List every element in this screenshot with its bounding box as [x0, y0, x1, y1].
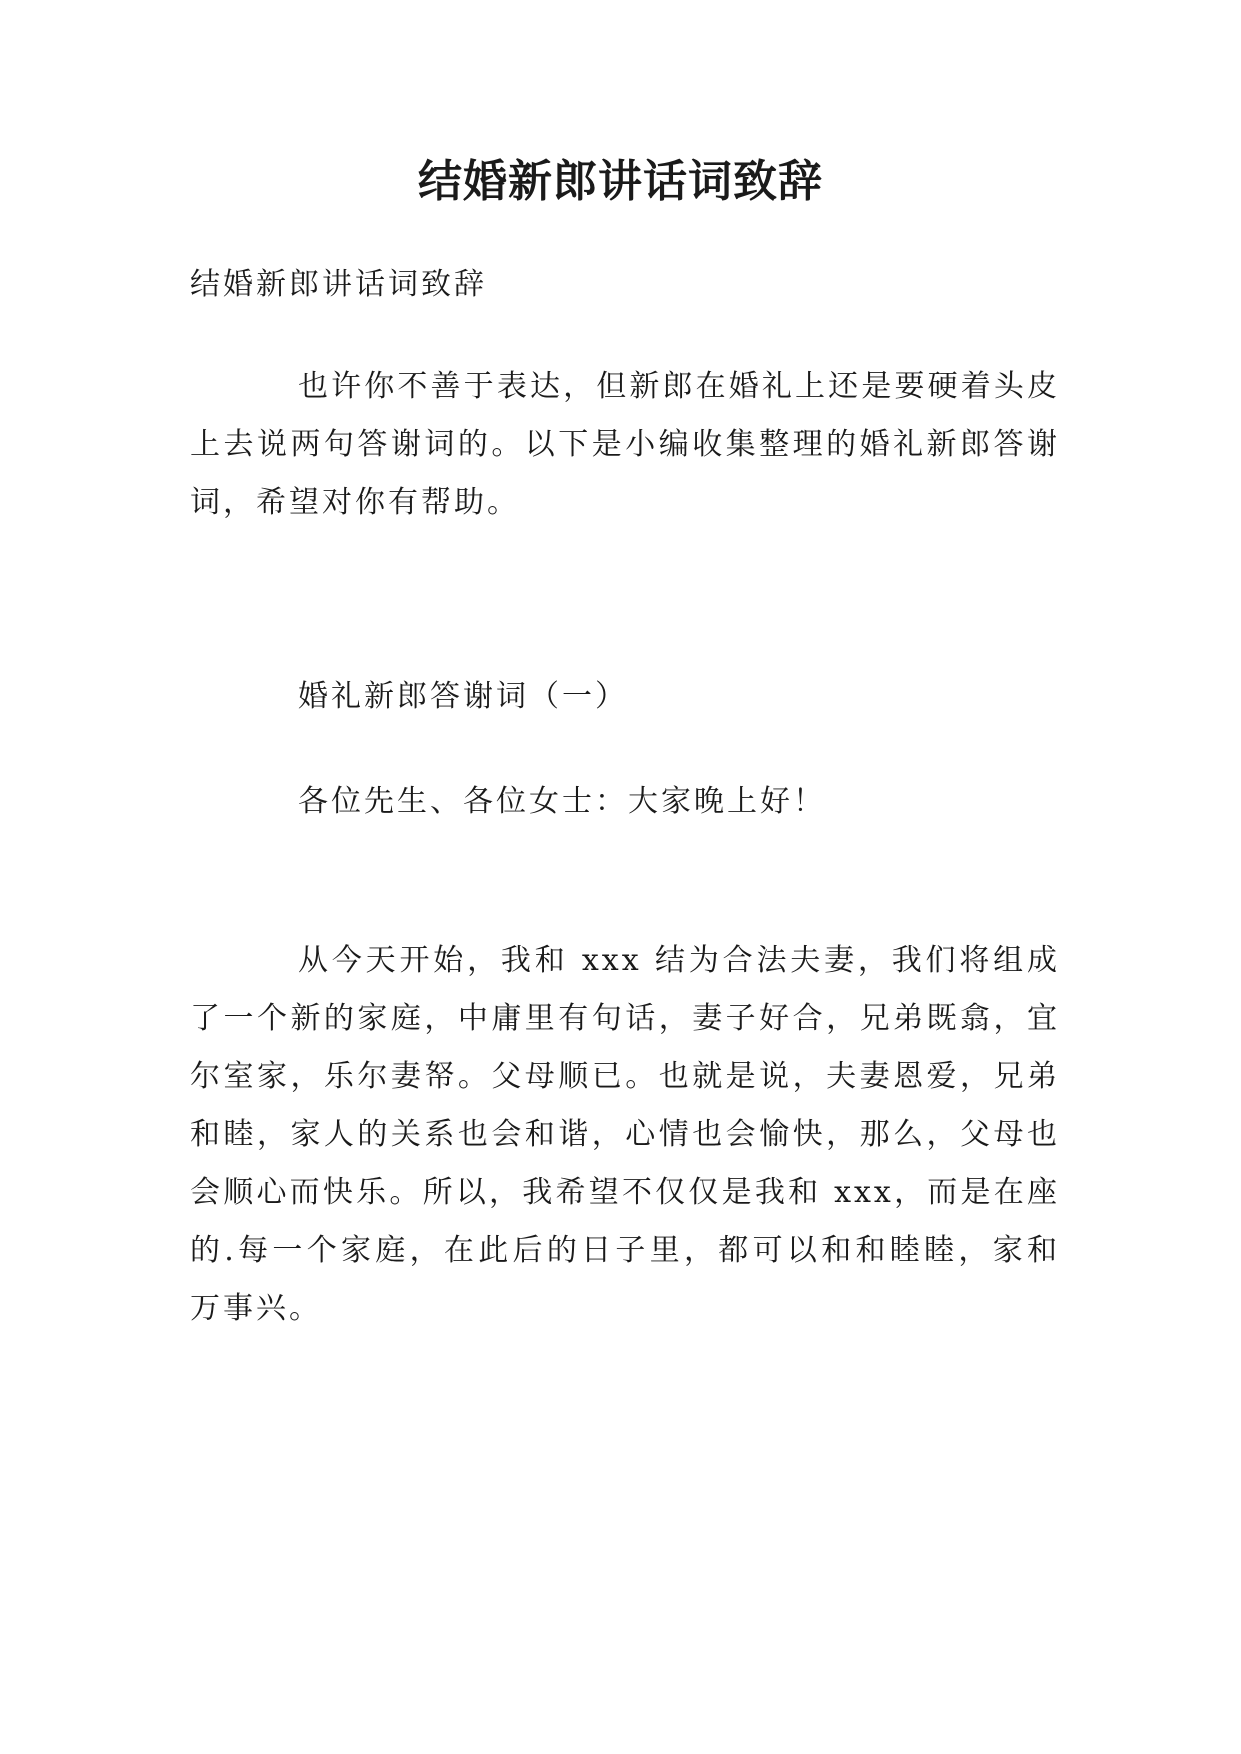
body-paragraph: 从今天开始，我和 xxx 结为合法夫妻，我们将组成了一个新的家庭，中庸里有句话，妻子好合，兄弟既翕，宜尔室家，乐尔妻帑。父母顺已。也就是说，夫妻恩爱，兄弟和睦，家人的关系也会和谐，心情也会愉快，那么，父母也会顺心而快乐。所以，我希望不仅仅是我和 xxx，而是在座的.每一个家庭，在此后的日子里，都可以和和睦睦，家和万事兴。	[190, 943, 1060, 1326]
section-heading: 婚礼新郎答谢词（一）	[298, 679, 628, 714]
intro-paragraph: 也许你不善于表达，但新郎在婚礼上还是要硬着头皮上去说两句答谢词的。以下是小编收集整理的婚礼新郎答谢词，希望对你有帮助。	[190, 369, 1060, 520]
greeting-paragraph: 各位先生、各位女士：大家晚上好！	[298, 784, 826, 819]
document-subtitle: 结婚新郎讲话词致辞	[190, 267, 487, 302]
document-title: 结婚新郎讲话词致辞	[418, 156, 823, 207]
